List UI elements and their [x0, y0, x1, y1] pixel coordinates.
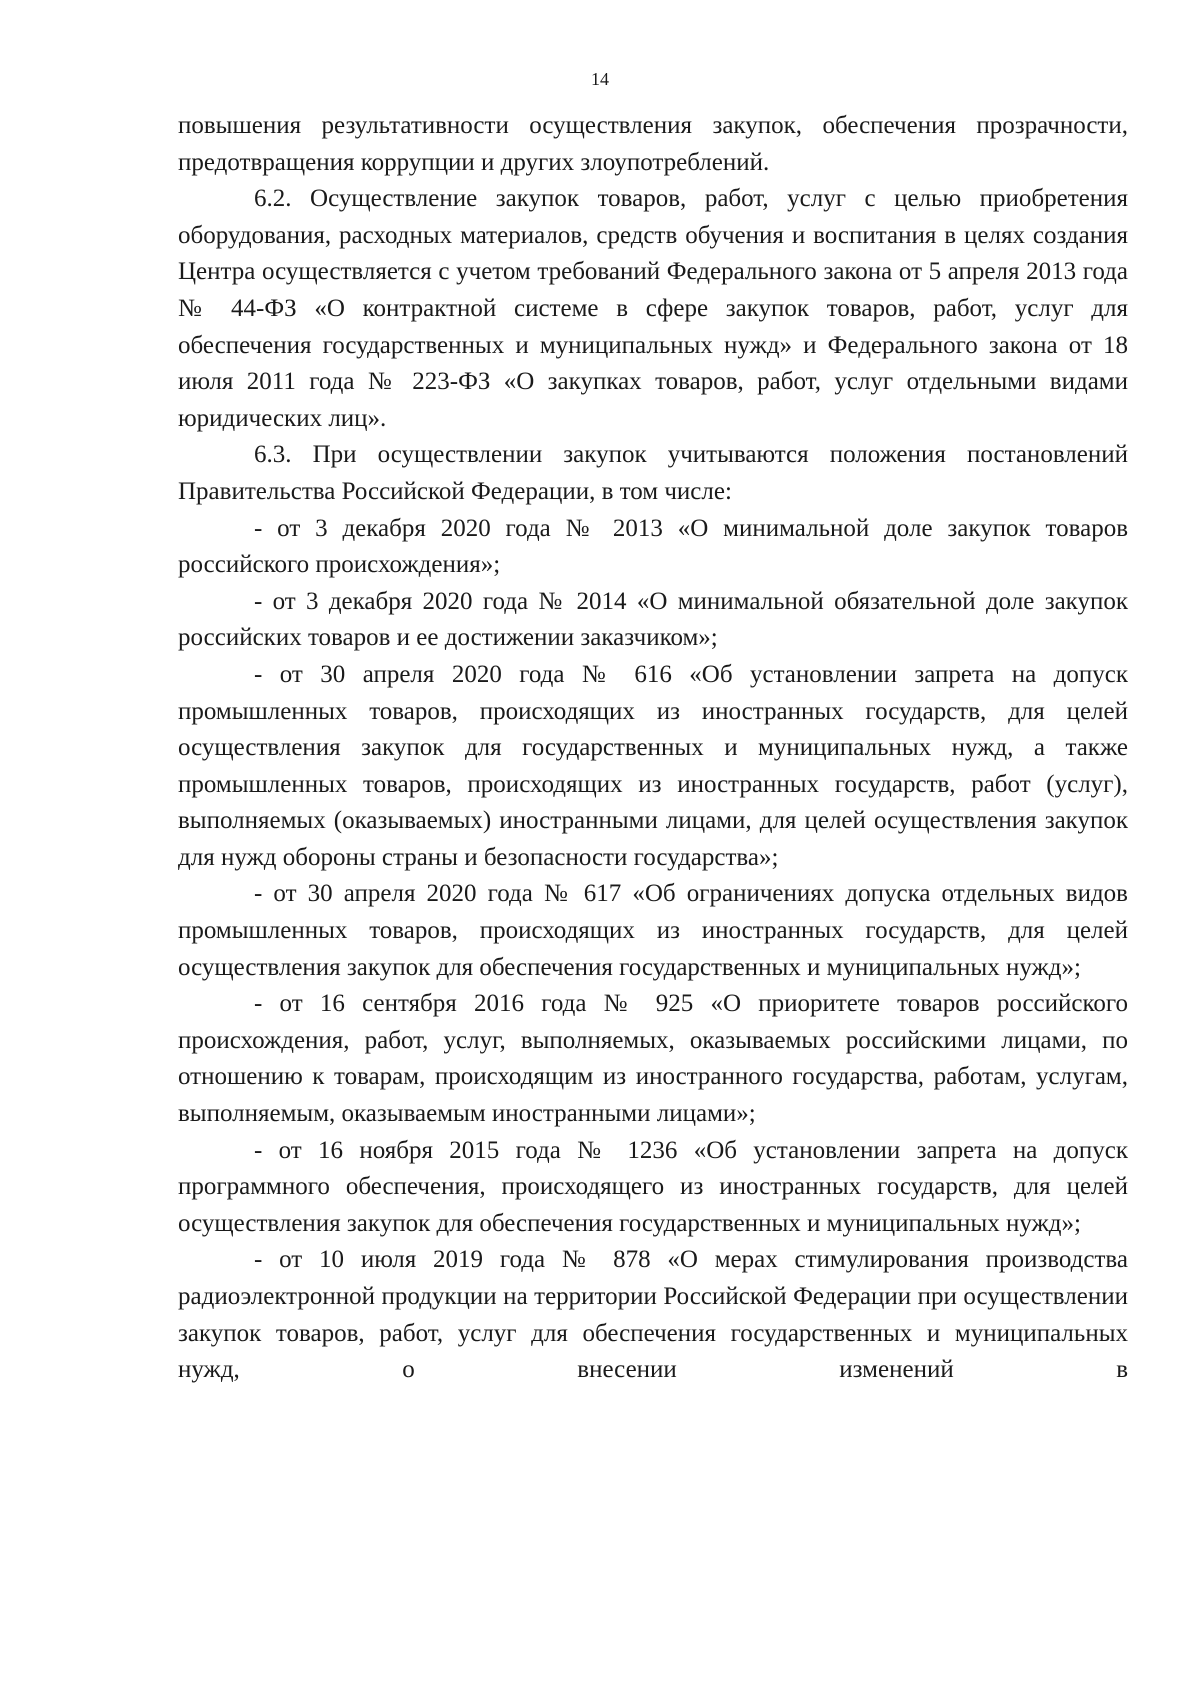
list-item-resolution-1236: - от 16 ноября 2015 года № 1236 «Об установлении запрета на допуск программного обеспечения, происходящего из иностранных государств, для целей осуществления закупок для обеспечения государственных и муниципальных нужд»; — [178, 1136, 1128, 1237]
paragraph-6-3: 6.3. При осуществлении закупок учитываются положения постановлений Правительства Российской Федерации, в том числе: — [178, 441, 1128, 505]
list-item-resolution-878: - от 10 июля 2019 года № 878 «О мерах стимулирования производства радиоэлектронной продукции на территории Российской Федерации при осуществлении закупок товаров, работ, услуг для обеспечения государственных и муниципальных нужд, о внесении изменений в — [178, 1246, 1128, 1384]
page-number: 14 — [591, 69, 609, 89]
paragraph-6-2: 6.2. Осуществление закупок товаров, работ, услуг с целью приобретения оборудования, расходных материалов, средств обучения и воспитания в целях создания Центра осуществляется с учетом требований Федерального закона от 5 апреля 2013 года № 44-ФЗ «О контрактной системе в сфере закупок товаров, работ, услуг для обеспечения государственных и муниципальных нужд» и Федерального закона от 18 июля 2011 года № 223-ФЗ «О закупках товаров, работ, услуг отдельными видами юридических лиц». — [178, 185, 1128, 432]
list-item-resolution-616: - от 30 апреля 2020 года № 616 «Об установлении запрета на допуск промышленных товаров, происходящих из иностранных государств, для целей осуществления закупок для государственных и муниципальных нужд, а также промышленных товаров, происходящих из иностранных государств, работ (услуг), выполняемых (оказываемых) иностранными лицами, для целей осуществления закупок для нужд обороны страны и безопасности государства»; — [178, 660, 1128, 871]
list-item-resolution-617: - от 30 апреля 2020 года № 617 «Об ограничениях допуска отдельных видов промышленных товаров, происходящих из иностранных государств, для целей осуществления закупок для обеспечения государственных и муниципальных нужд»; — [178, 880, 1128, 981]
list-item-resolution-2014: - от 3 декабря 2020 года № 2014 «О минимальной обязательной доле закупок российских товаров и ее достижении заказчиком»; — [178, 587, 1128, 652]
paragraph-continuation: повышения результативности осуществления закупок, обеспечения прозрачности, предотвращения коррупции и других злоупотреблений. — [178, 112, 1128, 176]
list-item-resolution-2013: - от 3 декабря 2020 года № 2013 «О минимальной доле закупок товаров российского происхождения»; — [178, 514, 1128, 579]
document-body — [178, 108, 1128, 1389]
list-item-resolution-925: - от 16 сентября 2016 года № 925 «О приоритете товаров российского происхождения, работ, услуг, выполняемых, оказываемых российскими лицами, по отношению к товарам, происходящим из иностранного государства, работам, услугам, выполняемым, оказываемым иностранными лицами»; — [178, 990, 1128, 1128]
